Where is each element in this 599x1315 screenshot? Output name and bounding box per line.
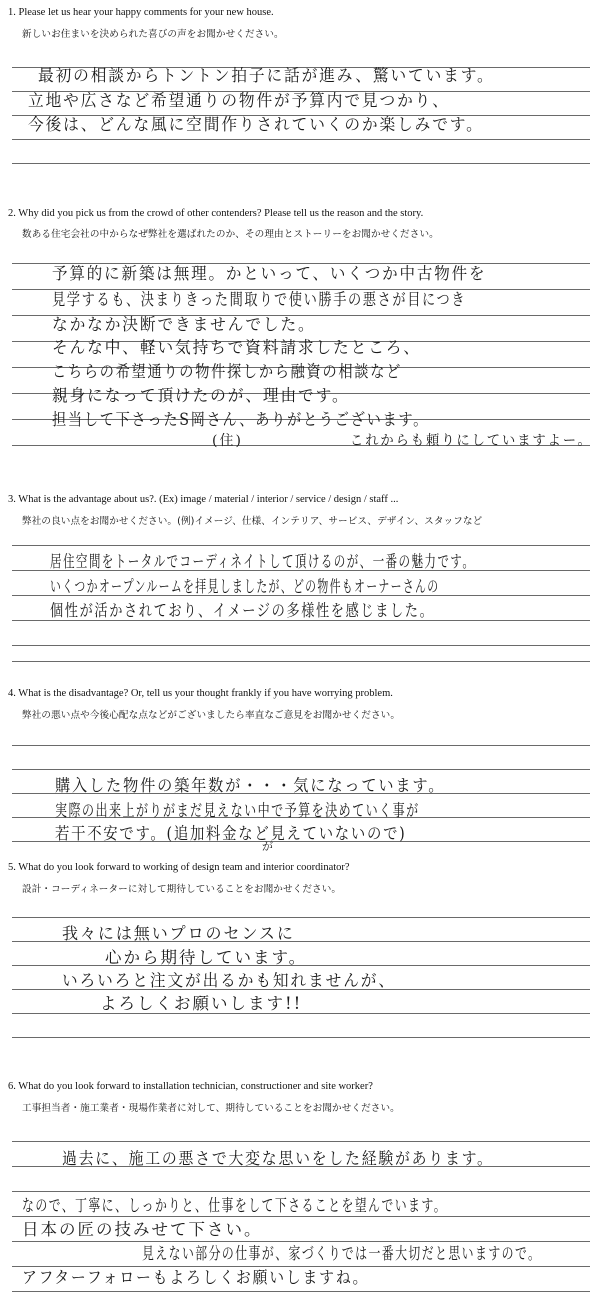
question-english: 4. What is the disadvantage? Or, tell us your thought frankly if you have worrying problem. <box>8 688 393 699</box>
question-english: 5. What do you look forward to working of design team and interior coordinator? <box>8 862 350 873</box>
handwritten-answer-line: いろいろと注文が出るかも知れませんが、 <box>62 971 396 990</box>
handwritten-answer-line: 今後は、どんな風に空間作りされていくのか楽しみです。 <box>28 115 484 134</box>
handwritten-answer-line: なかなか決断できませんでした。 <box>52 315 316 334</box>
question-japanese: 弊社の悪い点や今後心配な点などがございましたら率直なご意見をお聞かせください。 <box>22 710 401 721</box>
handwritten-answer-line: 最初の相談からトントン拍子に話が進み、驚いています。 <box>38 66 495 85</box>
handwritten-answer-line: 購入した物件の築年数が・・・気になっています。 <box>55 776 446 795</box>
question-japanese: 数ある住宅会社の中からなぜ弊社を選ばれたのか、その理由とストーリーをお聞かせください。 <box>22 229 439 240</box>
answer-line <box>12 1141 590 1142</box>
answer-line <box>12 769 590 770</box>
handwritten-answer-line: なので、丁寧に、しっかりと、仕事をして下さることを望んでいます。 <box>22 1196 448 1215</box>
question-english: 2. Why did you pick us from the crowd of other contenders? Please tell us the reason and the story. <box>8 208 424 219</box>
handwritten-answer-line: 予算的に新築は無理。かといって、いくつか中古物件を <box>52 264 487 283</box>
question-japanese: 新しいお住まいを決められた喜びの声をお聞かせください。 <box>22 29 284 40</box>
question-english: 6. What do you look forward to installation technician, constructioner and site worker? <box>8 1081 373 1092</box>
handwritten-answer-line: (住) <box>212 433 243 449</box>
answer-line <box>12 1037 590 1038</box>
handwritten-answer-line: これからも頼りにしていますよー。 <box>350 433 593 449</box>
handwritten-answer-line: アフターフォローもよろしくお願いしますね。 <box>22 1268 370 1287</box>
question-english: 3. What is the advantage about us?. (Ex) image / material / interior / service / design / staff ... <box>8 494 399 505</box>
question-japanese: 弊社の良い点をお聞かせください。(例)イメージ、仕様、インテリア、サービス、デザイン、スタッフなど <box>22 516 483 527</box>
handwritten-answer-line: 見学するも、決まりきった間取りで使い勝手の悪さが目につき <box>52 290 467 309</box>
handwritten-answer-line: 個性が活かされており、イメージの多様性を感じました。 <box>50 601 435 620</box>
answer-line <box>12 163 590 164</box>
handwritten-answer-line: いくつかオープンルームを拝見しましたが、どの物件もオーナーさんの <box>50 577 440 596</box>
handwritten-answer-line: 心から期待しています。 <box>105 948 308 967</box>
answer-line <box>12 745 590 746</box>
handwritten-answer-line: こちらの希望通りの物件探しから融資の相談など <box>52 362 403 381</box>
answer-line <box>12 645 590 646</box>
handwritten-answer-line: よろしくお願いします!! <box>100 994 303 1013</box>
handwritten-answer-line: 我々には無いプロのセンスに <box>62 924 295 943</box>
handwritten-answer-line: 居住空間をトータルでコーディネイトして頂けるのが、一番の魅力です。 <box>50 552 476 571</box>
question-japanese: 工事担当者・施工業者・現場作業者に対して、期待していることをお聞かせください。 <box>22 1103 400 1114</box>
answer-line <box>12 1291 590 1292</box>
handwritten-answer-line: 見えない部分の仕事が、家づくりでは一番大切だと思いますので。 <box>142 1244 542 1263</box>
handwritten-answer-line: 過去に、施工の悪さで大変な思いをした経験があります。 <box>62 1149 494 1168</box>
question-japanese: 設計・コーディネーターに対して期待していることをお聞かせください。 <box>22 884 342 895</box>
handwritten-answer-line: 実際の出来上がりがまだ見えない中で予算を決めていく事が <box>55 801 420 820</box>
answer-line <box>12 545 590 546</box>
handwritten-answer-line: 担当して下さったS岡さん、ありがとうございます。 <box>52 410 430 429</box>
handwritten-answer-line: 親身になって頂けたのが、理由です。 <box>52 386 350 405</box>
answer-line <box>12 917 590 918</box>
answer-line <box>12 139 590 140</box>
handwritten-answer-line: が <box>262 840 275 853</box>
answer-line <box>12 661 590 662</box>
handwritten-answer-line: 若干不安です。(追加料金など見えていないので) <box>55 824 407 843</box>
question-english: 1. Please let us hear your happy comments for your new house. <box>8 7 274 18</box>
handwritten-answer-line: 立地や広さなど希望通りの物件が予算内で見つかり、 <box>28 91 450 110</box>
handwritten-answer-line: 日本の匠の技みせて下さい。 <box>22 1220 263 1239</box>
handwritten-answer-line: そんな中、軽い気持ちで資料請求したところ、 <box>52 338 421 357</box>
